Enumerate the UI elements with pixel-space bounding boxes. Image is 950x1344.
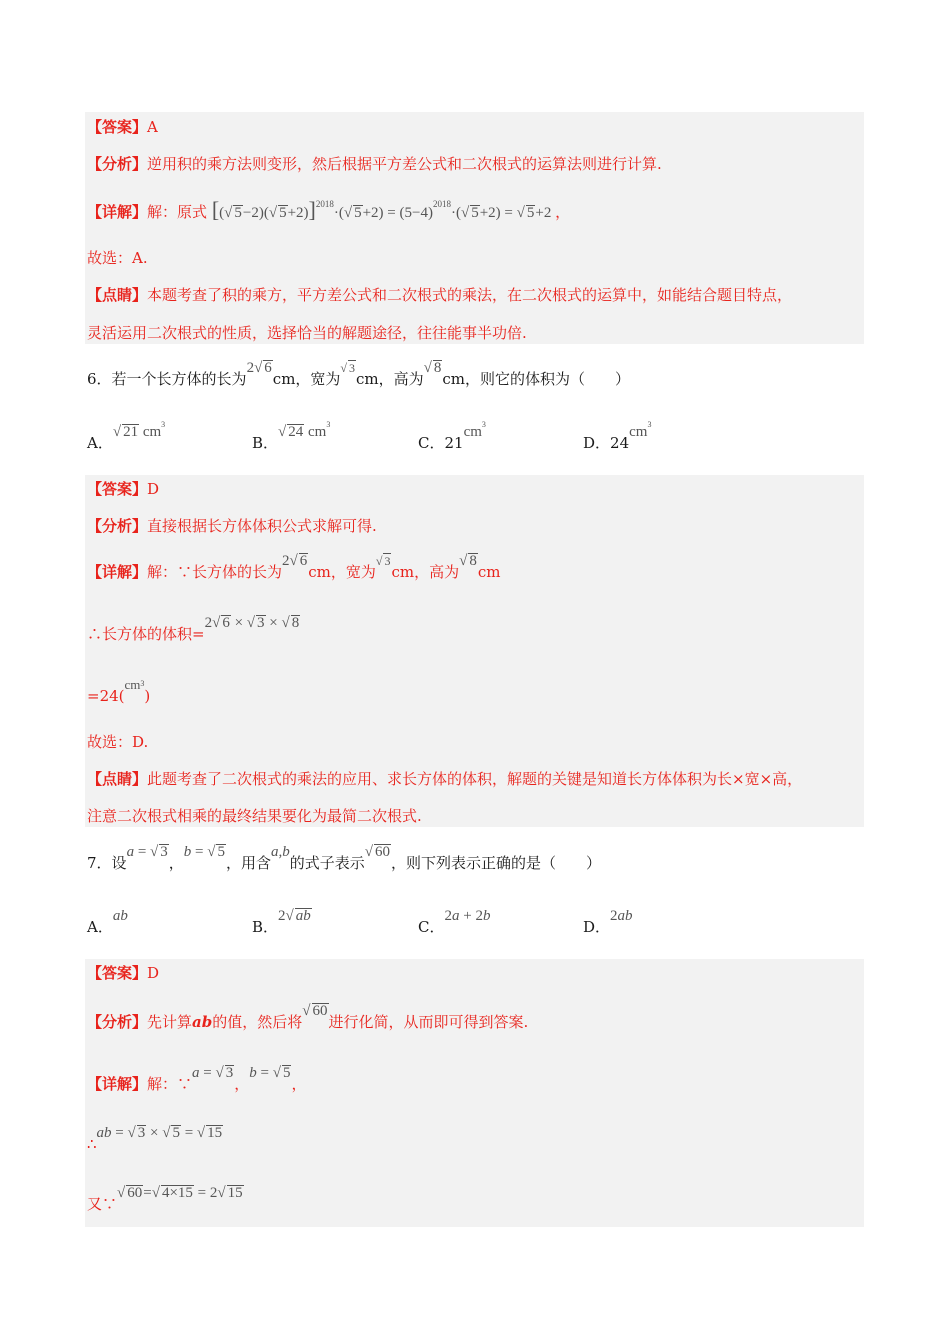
q6-choose: 故选：D.: [87, 733, 149, 751]
q5-analysis: 【分析】逆用积的乘方法则变形，然后根据平方差公式和二次根式的运算法则进行计算.: [87, 155, 662, 173]
q5-choose: 故选：A.: [87, 249, 148, 267]
q6-width-expr: √ 3: [340, 361, 356, 375]
q7-also: 又∵√ 60=√ 4×15 = 2√ 15: [87, 1185, 243, 1213]
q6-length-expr: 2√ 6: [246, 360, 272, 376]
q6-analysis: 【分析】直接根据长方体体积公式求解可得.: [87, 517, 377, 535]
q7-analysis: 【分析】先计算ab的值，然后将√ 60进行化简，从而即可得到答案.: [87, 1003, 529, 1031]
q5-detail: 【详解】解：原式 [(√ 5−2)(√ 5+2)]$^{2018}$·(√ $5+2) = (5-4)^{2018}\cdot(√$ 5+2) = √ 5+2 ，: [87, 197, 571, 222]
q7-therefore-expr: ab = √ 3 × √ 5 = √ 15: [96, 1125, 223, 1141]
q6-option-b[interactable]: B．√ 24 $cm^3$: [252, 420, 331, 452]
q5-comment-2: 灵活运用二次根式的性质，选择恰当的解题途径，往往能事半功倍.: [87, 324, 527, 342]
q5-solution-box: [85, 112, 864, 344]
q6-result: $=24(cm^3)$: [87, 677, 151, 705]
q6-answer: 【答案】D: [87, 480, 160, 498]
q5-detail-formula: [(√ 5−2)(√ 5+2)]$^{2018}$·(√ $5+2) = (5-4)^{2018}\cdot(√$ 5+2) = √ 5+2: [211, 197, 556, 222]
q7-also-expr: √ 60=√ 4×15 = 2√ 15: [117, 1185, 243, 1201]
q7-option-b[interactable]: B．2√ ab: [252, 908, 311, 936]
q6-detail: 【详解】解：∵长方体的长为2√ 6cm，宽为$^{√ 3}$cm，高为√ 8cm: [87, 553, 501, 581]
q7-therefore: ∴ab = √ 3 × √ 5 = √ 15: [87, 1125, 223, 1153]
q6-option-c[interactable]: C．$21cm^3$: [418, 420, 486, 452]
q7-option-a[interactable]: A．ab: [87, 908, 128, 936]
q6-option-d[interactable]: D．$24cm^3$: [583, 420, 652, 452]
q6-option-a[interactable]: A．√ 21 $cm^3$: [87, 420, 166, 452]
q5-answer: 【答案】A: [87, 118, 158, 136]
q6-height-expr: √ 8: [423, 360, 442, 376]
q6-stem: 6．若一个长方体的长为2√ 6cm，宽为$^{√ 3}$cm，高为√ 8cm，则它的体积为（ ）: [87, 360, 631, 388]
q7-answer: 【答案】D: [87, 964, 160, 982]
q7-detail: 【详解】解：∵a = √ 3，b = √ 5，: [87, 1065, 307, 1093]
q6-comment-1: 【点睛】此题考查了二次根式的乘法的应用、求长方体的体积，解题的关键是知道长方体体积为长×宽×高，: [87, 770, 803, 788]
q7-option-c[interactable]: C．2a + 2b: [418, 908, 491, 936]
q7-stem: 7．设a = √ 3，b = √ 5，用含a,b的式子表示√ 60，则下列表示正确的是（ ）: [87, 844, 602, 872]
q6-comment-2: 注意二次根式相乘的最终结果要化为最简二次根式.: [87, 807, 422, 825]
q6-volume: ∴长方体的体积=2√ 6 × √ 3 × √ 8: [87, 615, 300, 643]
q7-option-d[interactable]: D．2ab: [583, 908, 633, 936]
q6-volume-expr: 2√ 6 × √ 3 × √ 8: [204, 615, 300, 631]
q5-comment-1: 【点睛】本题考查了积的乘方，平方差公式和二次根式的乘法，在二次根式的运算中，如能结合题目特点，: [87, 286, 793, 304]
